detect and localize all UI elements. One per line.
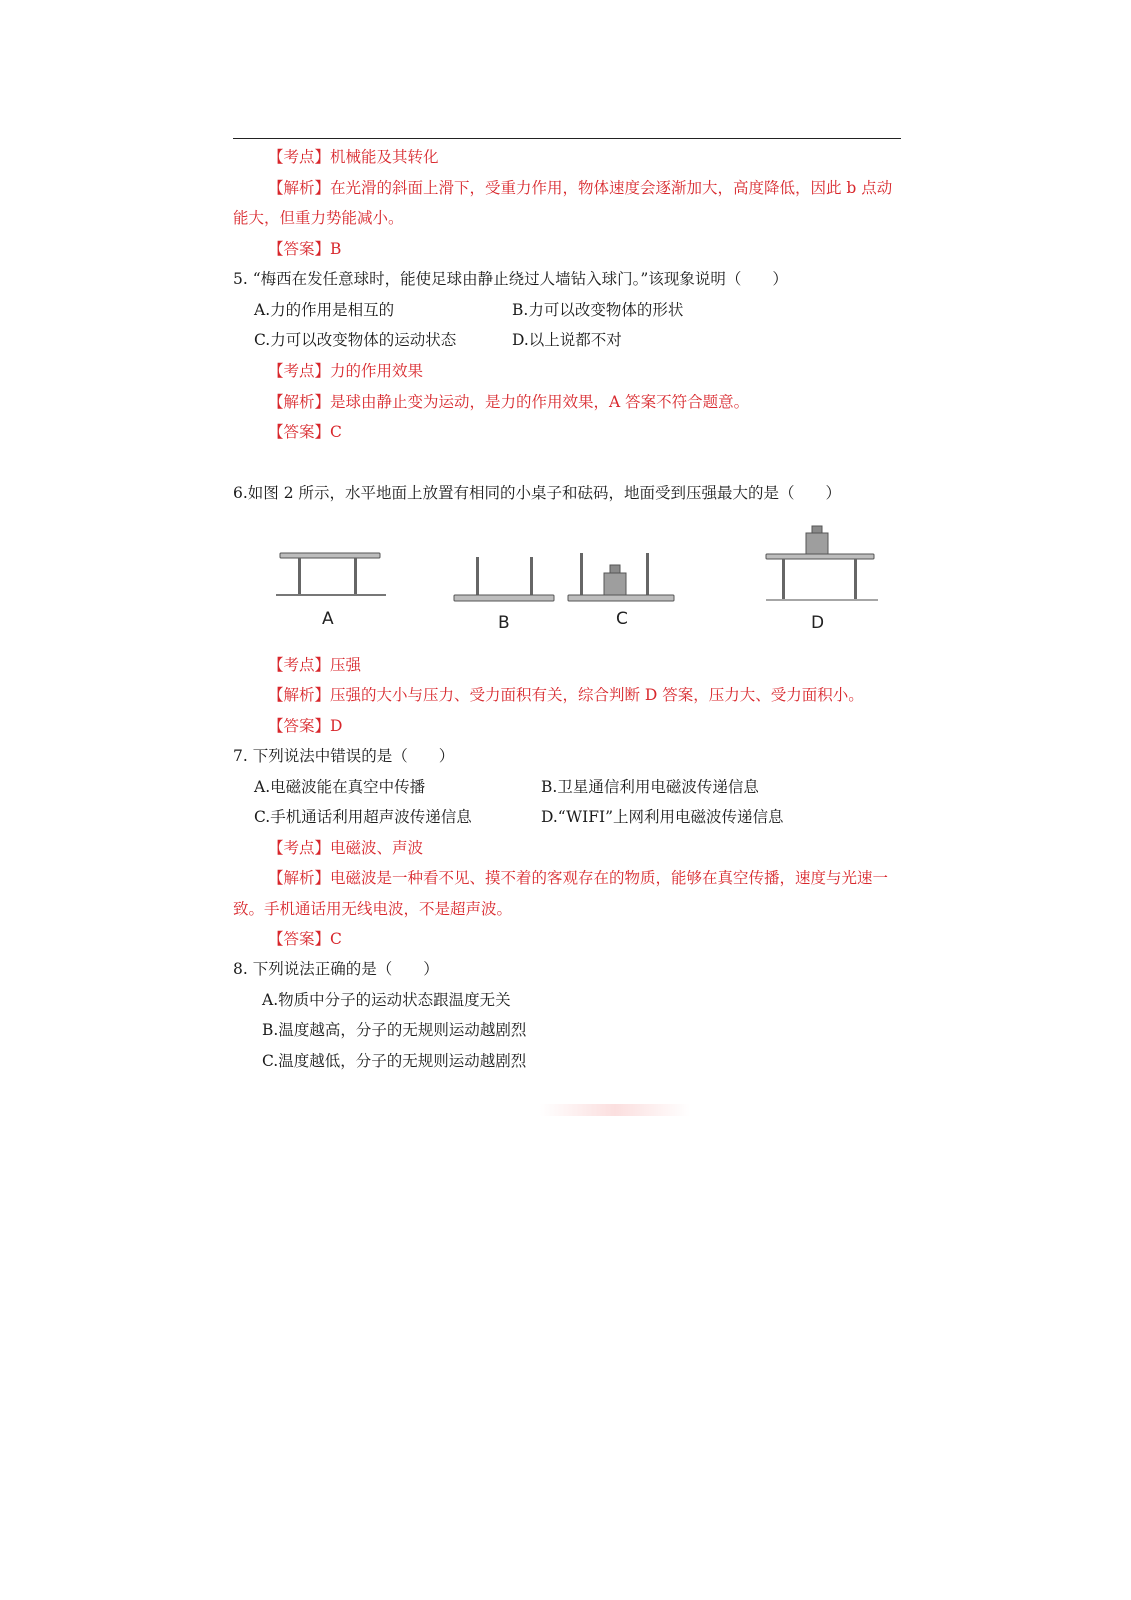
q8-stem: 8. 下列说法正确的是（ ）: [233, 960, 439, 978]
q5-stem: 5. “梅西在发任意球时，能使足球由静止绕过人墙钻入球门。”该现象说明（ ）: [233, 270, 788, 288]
q4-answer: 【答案】B: [268, 240, 342, 258]
q6-analysis: 【解析】压强的大小与压力、受力面积有关，综合判断 D 答案，压力大、受力面积小。: [268, 686, 864, 704]
q6-stem: 6.如图 2 所示，水平地面上放置有相同的小桌子和砝码，地面受到压强最大的是（ ）: [233, 484, 842, 502]
q7-stem: 7. 下列说法中错误的是（ ）: [233, 747, 455, 765]
q8-option-a: A.物质中分子的运动状态跟温度无关: [262, 991, 511, 1009]
q7-option-b: B.卫星通信利用电磁波传递信息: [541, 778, 759, 796]
table-d-drawing: [766, 526, 878, 600]
q4-point: 【考点】机械能及其转化: [268, 148, 439, 166]
header-rule: [233, 138, 901, 139]
q7-analysis-line-1: 【解析】电磁波是一种看不见、摸不着的客观存在的物质，能够在真空传播，速度与光速一: [268, 869, 889, 887]
q4-analysis-line-2: 能大，但重力势能减小。: [233, 209, 404, 227]
q5-analysis: 【解析】是球由静止变为运动，是力的作用效果，A 答案不符合题意。: [268, 393, 750, 411]
fig-label-a: A: [322, 609, 334, 629]
q7-option-c: C.手机通话利用超声波传递信息: [254, 808, 472, 826]
q5-point: 【考点】力的作用效果: [268, 362, 424, 380]
q7-answer: 【答案】C: [268, 930, 342, 948]
scan-smear: [540, 1104, 690, 1116]
q7-option-a: A.电磁波能在真空中传播: [254, 778, 426, 796]
fig-label-d: D: [811, 613, 825, 633]
table-a-drawing: [276, 553, 386, 595]
q6-figure: [268, 525, 888, 645]
q6-point: 【考点】压强: [268, 656, 362, 674]
table-c-drawing: [568, 553, 674, 601]
q4-analysis-line-1: 【解析】在光滑的斜面上滑下，受重力作用，物体速度会逐渐加大，高度降低，因此 b 点动: [268, 179, 893, 197]
q5-option-b: B.力可以改变物体的形状: [512, 301, 684, 319]
q8-option-b: B.温度越高，分子的无规则运动越剧烈: [262, 1021, 527, 1039]
q5-answer: 【答案】C: [268, 423, 342, 441]
q5-option-c: C.力可以改变物体的运动状态: [254, 331, 457, 349]
table-b-drawing: [454, 557, 554, 601]
q7-analysis-line-2: 致。手机通话用无线电波，不是超声波。: [233, 900, 513, 918]
q6-answer: 【答案】D: [268, 717, 343, 735]
q5-option-d: D.以上说都不对: [512, 331, 622, 349]
q5-option-a: A.力的作用是相互的: [254, 301, 395, 319]
fig-label-c: C: [616, 609, 628, 629]
fig-label-b: B: [498, 613, 510, 633]
q6-figure-drawing: [268, 525, 888, 645]
q8-option-c: C.温度越低，分子的无规则运动越剧烈: [262, 1052, 527, 1070]
q7-point: 【考点】电磁波、声波: [268, 839, 424, 857]
q7-option-d: D.“WIFI”上网利用电磁波传递信息: [541, 808, 784, 826]
